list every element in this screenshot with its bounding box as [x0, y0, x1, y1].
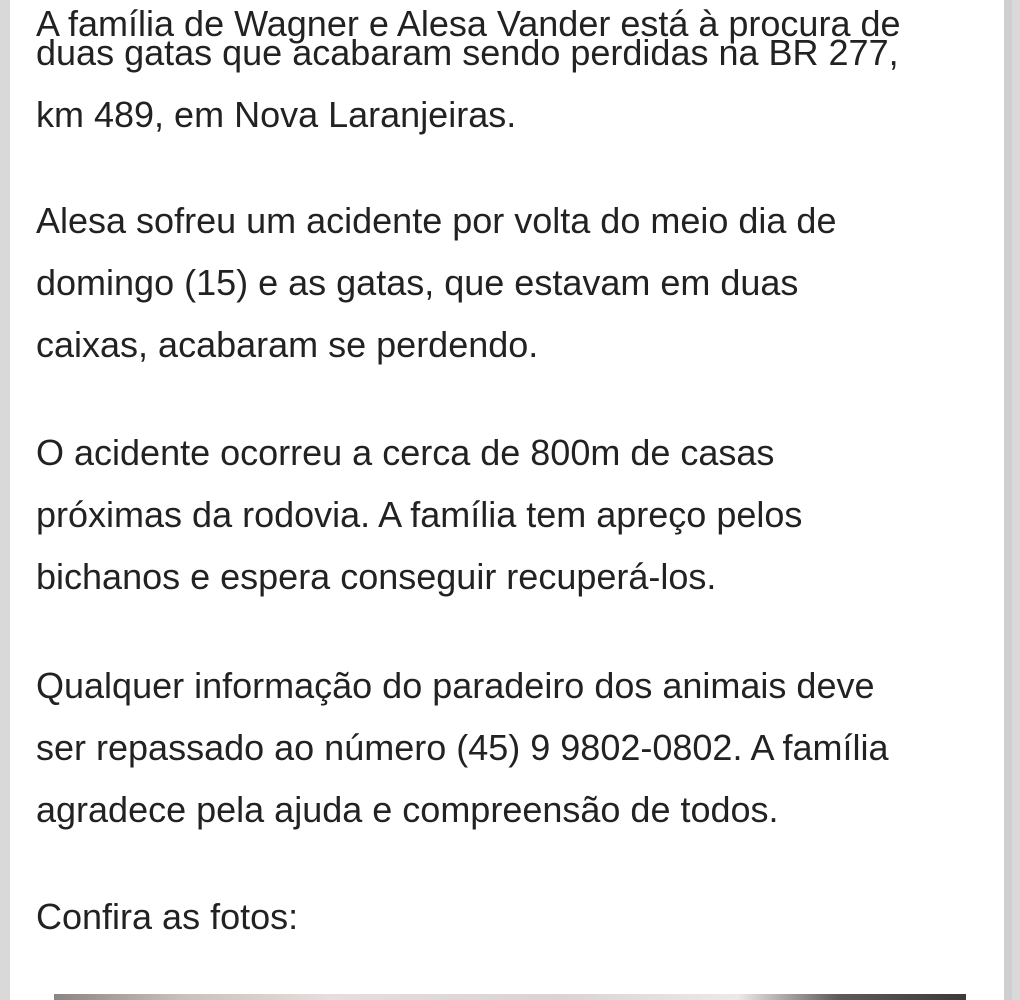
paragraph-4	[36, 655, 889, 841]
photos-heading-text: Confira as fotos:	[36, 896, 299, 937]
paragraph-2-line-1: Alesa sofreu um acidente por volta do meio dia de	[36, 200, 837, 241]
article-photo[interactable]	[54, 994, 966, 1000]
paragraph-1-line-1: A família de Wagner e Alesa Vander está à procura de	[36, 3, 901, 44]
paragraph-3	[36, 422, 802, 608]
page-edge-divider	[1004, 0, 1012, 1000]
paragraph-1	[36, 3, 901, 146]
paragraph-2-line-2: domingo (15) e as gatas, que estavam em duas	[36, 262, 799, 303]
paragraph-4-line-1: Qualquer informação do paradeiro dos animais deve	[36, 665, 875, 706]
article-page	[10, 0, 1012, 1000]
paragraph-4-line-2: ser repassado ao número (45) 9 9802-0802. A família	[36, 727, 889, 768]
paragraph-2	[36, 190, 836, 376]
paragraph-3-line-2: próximas da rodovia. A família tem apreço pelos	[36, 494, 803, 535]
paragraph-3-line-1: O acidente ocorreu a cerca de 800m de casas	[36, 432, 775, 473]
paragraph-1-line-2: duas gatas que acabaram sendo perdidas na BR 277,	[36, 32, 899, 73]
paragraph-4-line-3: agradece pela ajuda e compreensão de todos.	[36, 789, 779, 830]
photos-heading	[36, 886, 298, 948]
paragraph-1-line-3: km 489, em Nova Laranjeiras.	[36, 94, 517, 135]
paragraph-2-line-3: caixas, acabaram se perdendo.	[36, 324, 539, 365]
paragraph-3-line-3: bichanos e espera conseguir recuperá-los.	[36, 556, 717, 597]
